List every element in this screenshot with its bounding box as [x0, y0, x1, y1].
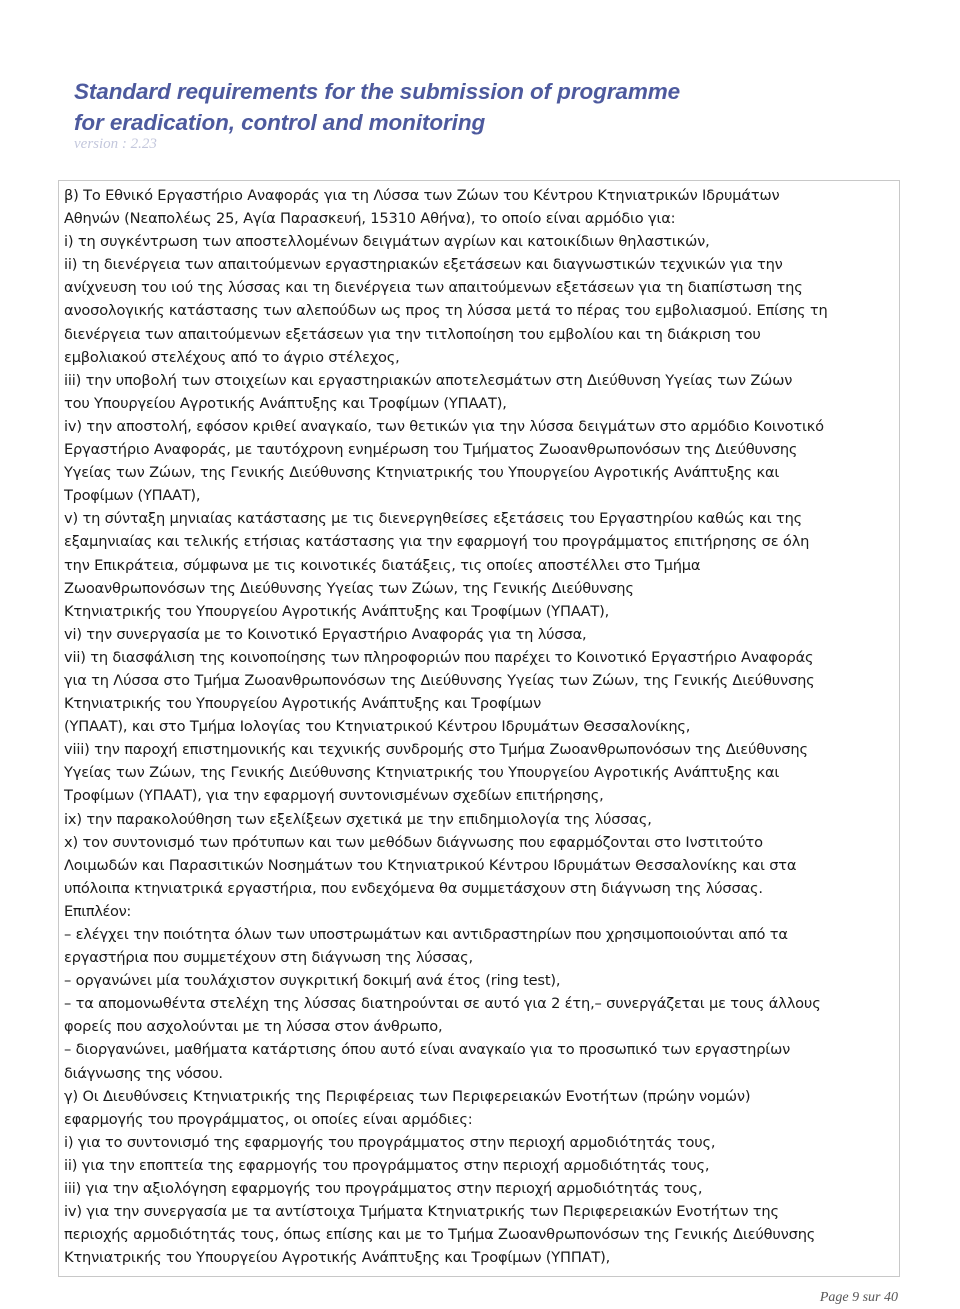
body-line: Κτηνιατρικής του Υπουργείου Αγροτικής Ανάπτυξης και Τροφίμων (ΥΠΑΑΤ),	[64, 602, 610, 620]
body-line: – οργανώνει μία τουλάχιστον συγκριτική δοκιμή ανά έτος (ring test),	[64, 972, 561, 990]
body-line: β) Το Εθνικό Εργαστήριο Αναφοράς για τη Λύσσα των Ζώων του Κέντρου Κτηνιατρικών Ιδρυμάτων	[64, 187, 780, 204]
body-line: vii) τη διασφάλιση της κοινοποίησης των πληροφοριών που παρέχει το Κοινοτικό Εργαστήριο Αναφοράς	[64, 648, 814, 666]
page-number: Page 9 sur 40	[819, 1290, 898, 1305]
body-line: ανίχνευση του ιού της λύσσας και τη διενέργεια των απαιτούμενων εξετάσεων για τη διαπίστωση της	[64, 279, 803, 297]
body-line: εργαστήρια που συμμετέχουν στη διάγνωση της λύσσας,	[64, 949, 473, 967]
header-version: version : 2.23	[74, 136, 157, 152]
body-line: την Επικράτεια, σύμφωνα με τις κοινοτικές διατάξεις, τις οποίες αποστέλλει στο Τμήμα	[64, 556, 701, 574]
body-line: φορείς που ασχολούνται με τη λύσσα στον άνθρωπο,	[64, 1018, 443, 1036]
body-line: ii) τη διενέργεια των απαιτούμενων εργαστηριακών εξετάσεων και διαγνωστικών τεχνικών για την	[64, 256, 783, 274]
body-line: iii) για την αξιολόγηση εφαρμογής του προγράμματος στην περιοχή αρμοδιότητάς τους,	[64, 1180, 703, 1198]
body-line: – ελέγχει την ποιότητα όλων των υποστρωμάτων και αντιδραστηρίων που χρησιμοποιούνται από τα	[64, 926, 788, 943]
body-line: του Υπουργείου Αγροτικής Ανάπτυξης και Τροφίμων (ΥΠΑΑΤ),	[64, 394, 507, 412]
body-line: – τα απομονωθέντα στελέχη της λύσσας διατηρούνται σε αυτό για 2 έτη,– συνεργάζεται με τους άλλους	[64, 995, 821, 1013]
body-line: Υγείας των Ζώων, της Γενικής Διεύθυνσης Κτηνιατρικής του Υπουργείου Αγροτικής Ανάπτυξης και	[64, 464, 780, 482]
body-line: Λοιμωδών και Παρασιτικών Νοσημάτων του Κτηνιατρικού Κέντρου Ιδρυμάτων Θεσσαλονίκης και στα	[64, 856, 797, 874]
body-line: Τροφίμων (ΥΠΑΑΤ), για την εφαρμογή συντονισμένων σχεδίων επιτήρησης,	[64, 787, 604, 805]
document-header	[74, 76, 894, 152]
body-line: Εργαστήριο Αναφοράς, με ταυτόχρονη ενημέρωση του Τμήματος Ζωοανθρωπονόσων της Διεύθυνσης	[64, 441, 798, 459]
body-line: iv) για την συνεργασία με τα αντίστοιχα Τμήματα Κτηνιατρικής των Περιφερειακών Ενοτήτων της	[64, 1203, 779, 1221]
header-title-line-2: for eradication, control and monitoring	[74, 110, 486, 135]
body-line: viii) την παροχή επιστημονικής και τεχνικής συνδρομής στο Τμήμα Ζωοανθρωπονόσων της Διεύθυνσης	[64, 741, 808, 759]
body-line: ii) για την εποπτεία της εφαρμογής του προγράμματος στην περιοχή αρμοδιότητάς τους,	[64, 1156, 710, 1174]
body-line: Κτηνιατρικής του Υπουργείου Αγροτικής Ανάπτυξης και Τροφίμων	[64, 695, 542, 713]
body-line: για τη Λύσσα στο Τμήμα Ζωοανθρωπονόσων της Διεύθυνσης Υγείας των Ζώων, της Γενικής Διεύθυνσης	[64, 671, 815, 689]
body-line: εφαρμογής του προγράμματος, οι οποίες είναι αρμόδιες:	[64, 1110, 473, 1128]
body-line: Αθηνών (Νεαπολέως 25, Αγία Παρασκευή, 15310 Αθήνα), το οποίο είναι αρμόδιο για:	[64, 210, 676, 228]
body-line: (ΥΠΑΑΤ), και στο Τμήμα Ιολογίας του Κτηνιατρικού Κέντρου Ιδρυμάτων Θεσσαλονίκης,	[64, 718, 691, 736]
body-line: v) τη σύνταξη μηνιαίας κατάστασης με τις διενεργηθείσες εξετάσεις του Εργαστηρίου καθώς και της	[64, 510, 803, 528]
body-line: Υγείας των Ζώων, της Γενικής Διεύθυνσης Κτηνιατρικής του Υπουργείου Αγροτικής Ανάπτυξης και	[64, 764, 780, 782]
body-line: Κτηνιατρικής του Υπουργείου Αγροτικής Ανάπτυξης και Τροφίμων (ΥΠΠΑΤ),	[64, 1249, 611, 1267]
body-line: εμβολιακού στελέχους από το άγριο στέλεχος,	[64, 348, 400, 366]
body-line: ix) την παρακολούθηση των εξελίξεων σχετικά με την επιδημιολογία της λύσσας,	[64, 810, 652, 828]
body-line: i) τη συγκέντρωση των αποστελλομένων δειγμάτων αγρίων και κατοικίδιων θηλαστικών,	[64, 233, 710, 251]
body-line: vi) την συνεργασία με το Κοινοτικό Εργαστήριο Αναφοράς για τη λύσσα,	[64, 625, 587, 643]
body-line: i) για το συντονισμό της εφαρμογής του προγράμματος στην περιοχή αρμοδιότητάς τους,	[64, 1133, 716, 1151]
body-line: εξαμηνιαίας και τελικής ετήσιας κατάστασης για την εφαρμογή του προγράμματος επιτήρησης σε όλη	[64, 533, 810, 551]
body-line: iii) την υποβολή των στοιχείων και εργαστηριακών αποτελεσμάτων στη Διεύθυνση Υγείας των Ζώων	[64, 371, 793, 389]
body-line: – διοργανώνει, μαθήματα κατάρτισης όπου αυτό είναι αναγκαίο για το προσωπικό των εργαστηρίων	[64, 1041, 791, 1059]
body-line: περιοχής αρμοδιότητάς τους, όπως επίσης και με το Τμήμα Ζωοανθρωπονόσων της Γενικής Διεύθυνσης	[64, 1226, 816, 1244]
header-title-line-1: Standard requirements for the submission of programme	[74, 79, 681, 104]
body-line: γ) Οι Διευθύνσεις Κτηνιατρικής της Περιφέρειας των Περιφερειακών Ενοτήτων (πρώην νομών)	[64, 1087, 751, 1105]
body-line: διάγνωσης της νόσου.	[64, 1064, 223, 1082]
body-line: ανοσολογικής κατάστασης των αλεπούδων ως προς τη λύσσα μετά το πέρας του εμβολιασμού. Επίσης τη	[64, 302, 828, 320]
body-line: Τροφίμων (ΥΠΑΑΤ),	[64, 487, 201, 505]
body-line: Ζωοανθρωπονόσων της Διεύθυνσης Υγείας των Ζώων, της Γενικής Διεύθυνσης	[64, 579, 634, 597]
body-line: διενέργεια των απαιτούμενων εξετάσεων για την τιτλοποίηση του εμβολίου και τη διάκριση του	[64, 325, 761, 343]
body-line: x) τον συντονισμό των πρότυπων και των μεθόδων διάγνωσης που εφαρμόζονται στο Ινστιτούτο	[64, 833, 763, 851]
body-line: iv) την αποστολή, εφόσον κριθεί αναγκαίο, των θετικών για την λύσσα δειγμάτων στο αρμόδιο Κοινοτικό	[64, 417, 824, 435]
body-line: υπόλοιπα κτηνιατρικά εργαστήρια, που ενδεχόμενα θα συμμετάσχουν στη διάγνωση της λύσσας.	[64, 879, 763, 897]
body-line: Επιπλέον:	[64, 902, 131, 920]
body-text	[64, 184, 900, 1269]
